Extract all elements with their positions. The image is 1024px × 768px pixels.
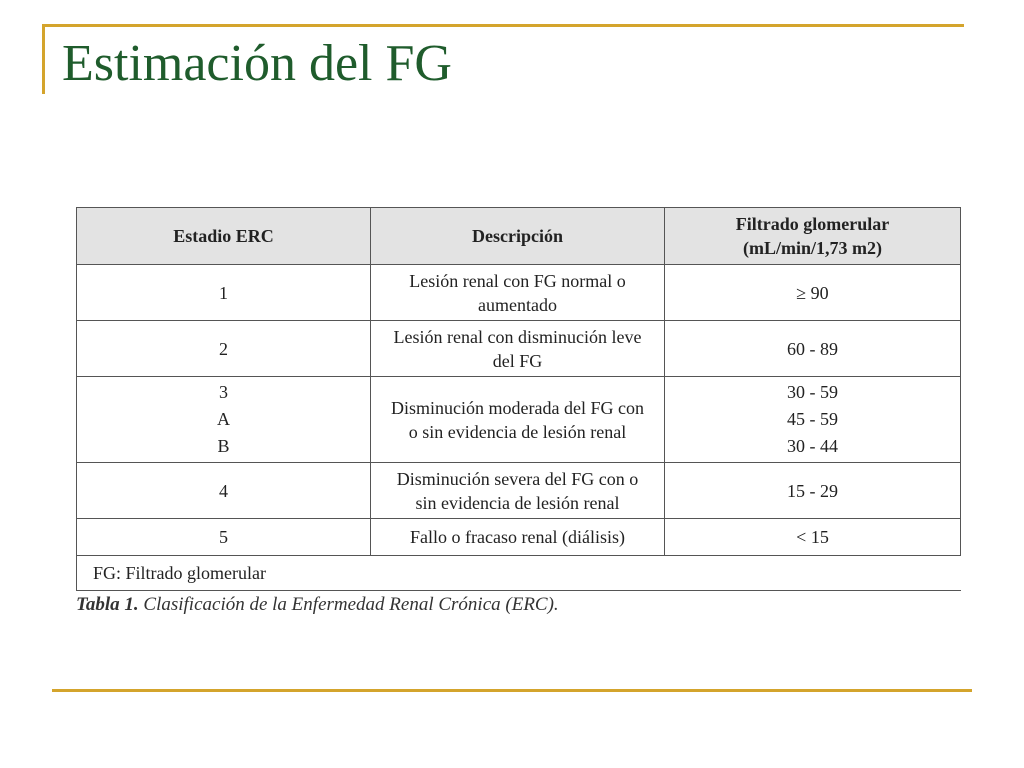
stage-cell: 5: [77, 519, 371, 556]
description-cell: [371, 463, 665, 519]
header-stage: Estadio ERC: [77, 208, 371, 265]
stage-value: 3: [219, 382, 228, 402]
table-row: [77, 321, 961, 377]
header-filtration-rate-line1: Filtrado glomerular: [735, 214, 890, 234]
table-caption: [76, 594, 559, 616]
description-line: del FG: [492, 350, 543, 371]
rate-cell: 60 - 89: [665, 321, 961, 377]
table-row: [77, 463, 961, 519]
footnote-row: [77, 556, 961, 591]
stage-cell: 4: [77, 463, 371, 519]
rate-value: 45 - 59: [787, 409, 838, 429]
rate-value: 30 - 59: [787, 382, 838, 402]
header-filtration-rate-line2: (mL/min/1,73 m2): [743, 238, 882, 258]
table-footnote: FG: Filtrado glomerular: [77, 556, 961, 591]
bottom-rule: [52, 689, 972, 692]
classification-table-container: [76, 207, 960, 591]
rate-cell: ≥ 90: [665, 265, 961, 321]
top-rule: [42, 24, 964, 27]
stage-cell: [77, 377, 371, 463]
stage-value: A: [217, 409, 230, 429]
description-cell: [371, 321, 665, 377]
header-description: Descripción: [371, 208, 665, 265]
description-cell: [371, 377, 665, 463]
slide-title: Estimación del FG: [62, 35, 452, 92]
description-cell: Fallo o fracaso renal (diálisis): [371, 519, 665, 556]
caption-label: Tabla 1.: [76, 594, 139, 615]
description-line: Disminución severa del FG con o: [396, 468, 639, 489]
rate-cell: < 15: [665, 519, 961, 556]
classification-table: [76, 207, 961, 591]
rate-value: 30 - 44: [787, 436, 838, 456]
rate-cell: [665, 377, 961, 463]
description-line: o sin evidencia de lesión renal: [408, 421, 627, 442]
stage-value: B: [217, 436, 230, 456]
table-header-row: [77, 208, 961, 265]
left-rule: [42, 24, 45, 94]
rate-cell: 15 - 29: [665, 463, 961, 519]
table-row: [77, 265, 961, 321]
table-row: [77, 519, 961, 556]
stage-cell: 1: [77, 265, 371, 321]
caption-text: Clasificación de la Enfermedad Renal Crónica (ERC).: [143, 594, 559, 615]
table-row: [77, 377, 961, 463]
description-line: Lesión renal con disminución leve: [393, 326, 642, 347]
description-cell: [371, 265, 665, 321]
description-line: Disminución moderada del FG con: [391, 397, 644, 418]
description-line: sin evidencia de lesión renal: [415, 492, 620, 513]
stage-cell: 2: [77, 321, 371, 377]
description-line: aumentado: [478, 294, 557, 315]
description-line: Lesión renal con FG normal o: [409, 270, 626, 291]
header-filtration-rate: [665, 208, 961, 265]
